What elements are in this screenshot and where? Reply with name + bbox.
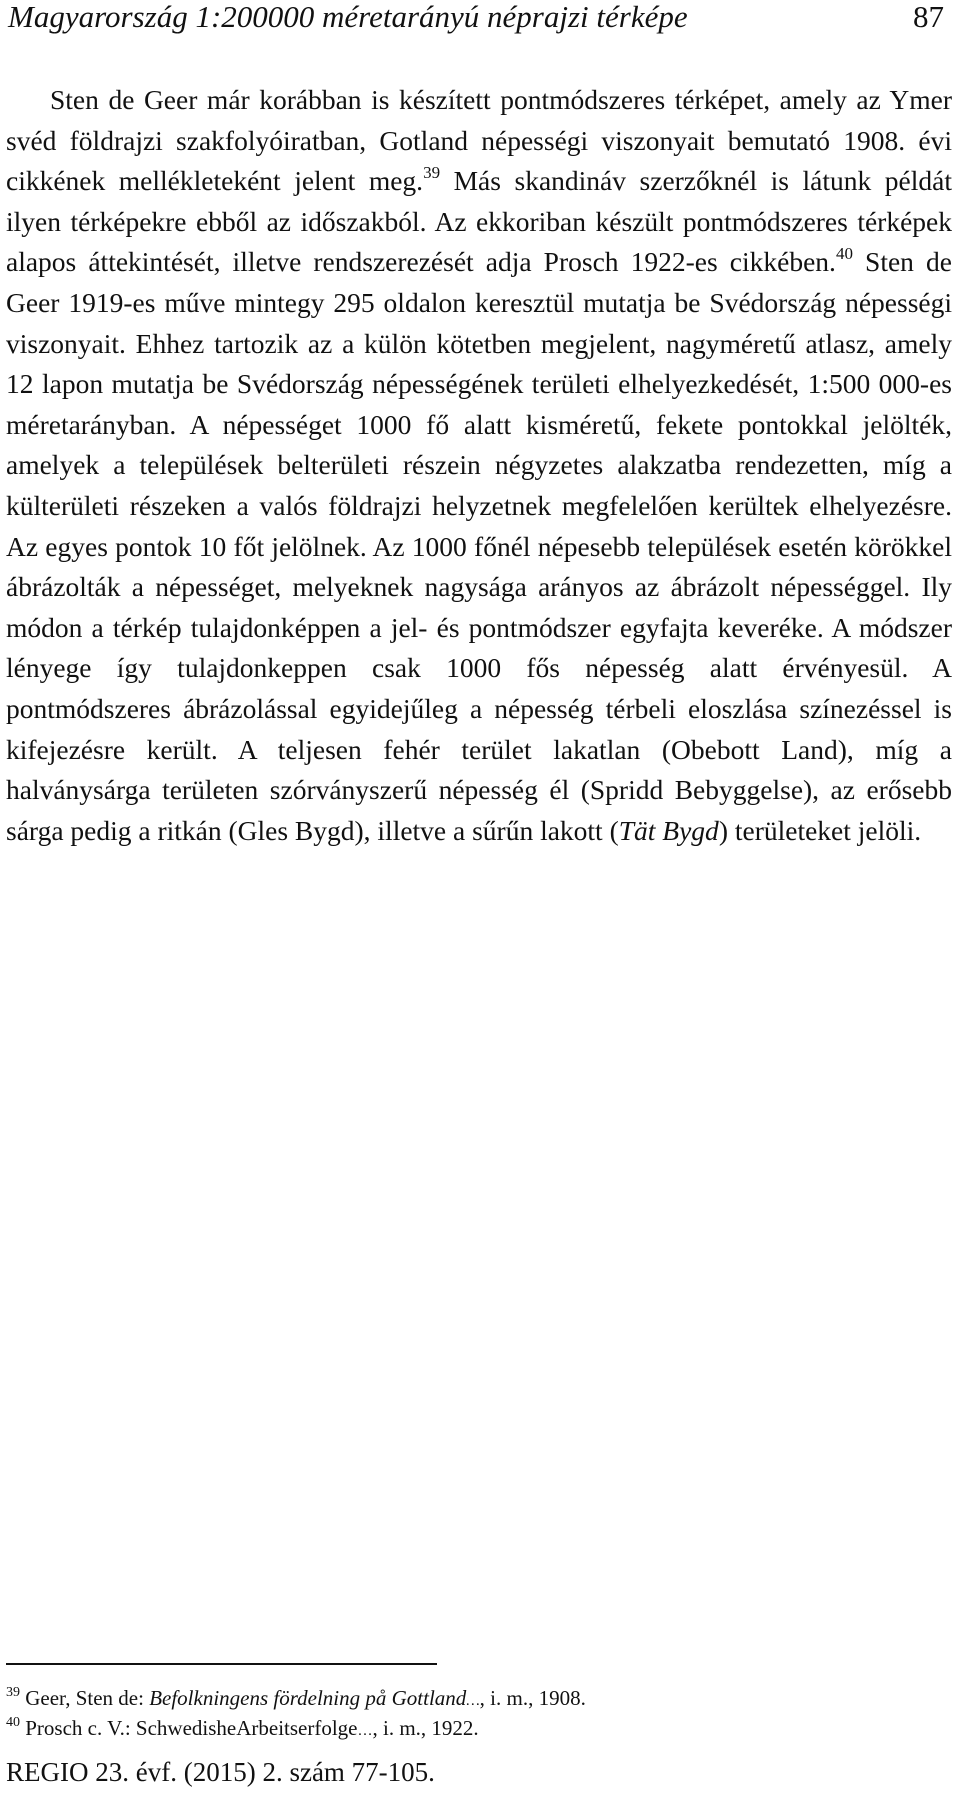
footnote-text: Prosch c. V.: SchwedisheArbeitserfolge [20, 1716, 358, 1740]
footnote-separator [6, 1663, 437, 1665]
footnote-ref-39[interactable]: 39 [423, 163, 441, 183]
running-header-title: Magyarország 1:200000 méretarányú néprajzi térképe [8, 0, 688, 34]
footnotes [6, 1685, 952, 1745]
footnote-text: Geer, Sten de: [20, 1686, 150, 1710]
paragraph-sentence: Sten de Geer már korábban is készített pontmódszeres térképet, amely az Ymer svéd földrajzi szakfolyóiratban, Gotland népességi viszonyait bemutató 1908. évi cikkének mellékleteként jelent meg. [6, 84, 952, 197]
footnote-text: , i. m., 1908. [479, 1686, 586, 1710]
body-text [6, 80, 952, 851]
footnote-ellipsis: … [466, 1693, 480, 1709]
page-footer-citation: REGIO 23. évf. (2015) 2. szám 77-105. [6, 1757, 435, 1787]
running-header [8, 0, 944, 40]
footnote-ref-40[interactable]: 40 [835, 244, 853, 264]
paragraph-sentence: Más skandináv szerzőknél is látunk példát ilyen térképekre ebből az időszakból. Az ekkoriban készült pontmódszeres térképek alapos áttekintését, illetve rendszerezését adja Prosch 1922-es cikkében. [6, 165, 952, 278]
italic-term: Tät Bygd [618, 814, 719, 846]
footnote-39 [6, 1685, 952, 1715]
paragraph-sentence: Sten de Geer 1919-es műve mintegy 295 oldalon keresztül mutatja be Svédország népességi viszonyait. Ehhez tartozik az a külön kötetben megjelent, nagyméretű atlasz, amely 12 lapon mutatja be Svédország népességének területi elhelyezkedését, 1:500 000-es méretarányban. A népességet 1000 fő alatt kisméretű, fekete pontokkal jelölték, amelyek a települések belterületi részein négyzetes alakzatba rendezetten, míg a külterületi részeken a valós földrajzi helyzetnek megfelelően kerültek elhelyezésre. Az egyes pontok 10 főt jelölnek. Az 1000 főnél népesebb települések esetén körökkel ábrázolták a népességet, melyeknek nagysága arányos az ábrázolt népességgel. Ily módon a térkép tulajdonképpen a jel- és pontmódszer egyfajta keveréke. A módszer lényege így tulajdonkeppen csak 1000 fős népesség alatt érvényesül. A pontmódszeres ábrázolással egyidejűleg a népesség térbeli eloszlása színezéssel is kifejezésre került. A teljesen fehér terület lakatlan (Obebott Land), míg a halványsárga területen szórványszerű népesség él (Spridd Bebyggelse), az erősebb sárga pedig a ritkán (Gles Bygd), illetve a sűrűn lakott ( [6, 246, 952, 846]
paragraph-sentence: ) területeket jelöli. [718, 814, 922, 846]
page-number: 87 [913, 0, 944, 34]
footnote-number: 39 [6, 1685, 20, 1700]
footnote-number: 40 [6, 1715, 20, 1730]
footnote-title: Befolkningens fördelning på Gottland [149, 1686, 467, 1710]
footnote-ellipsis: … [357, 1723, 373, 1739]
paragraph [6, 80, 952, 851]
footnote-40 [6, 1715, 952, 1745]
footnote-text: , i. m., 1922. [372, 1716, 479, 1740]
